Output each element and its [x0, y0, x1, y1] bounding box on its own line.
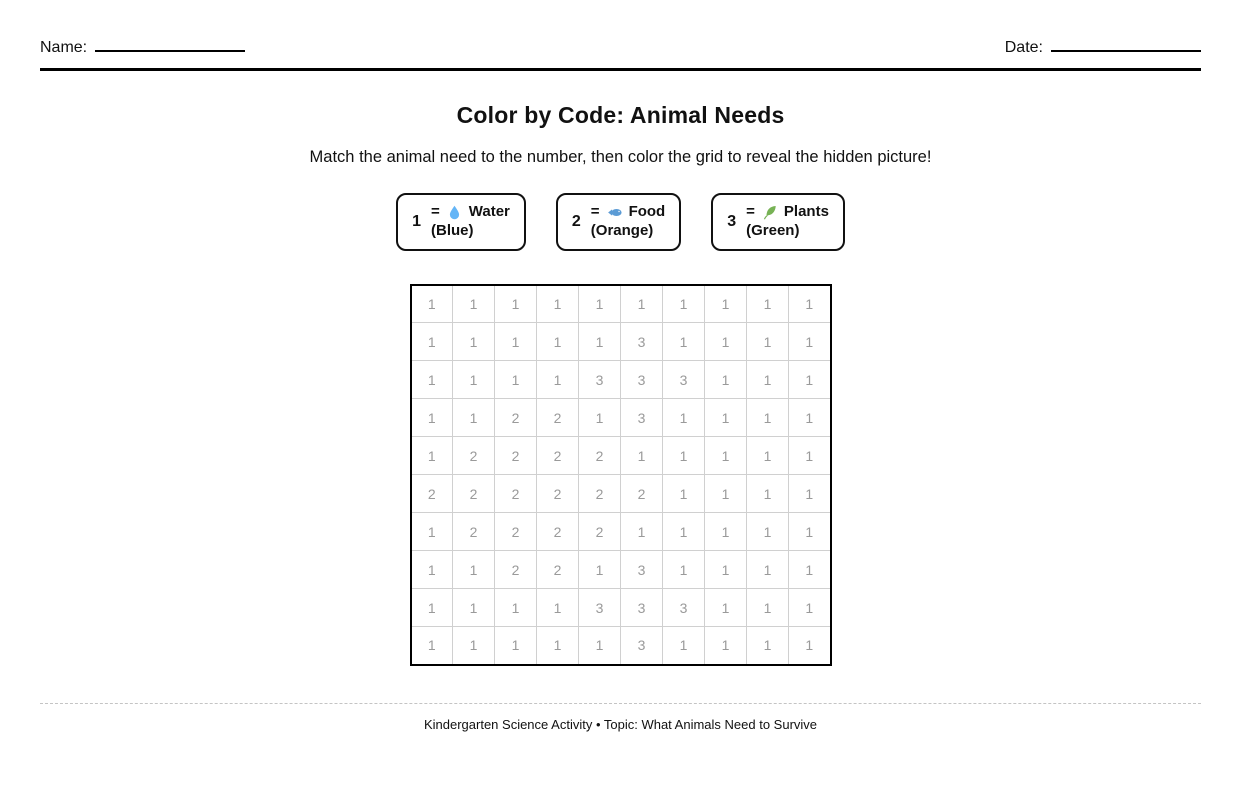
grid-cell: 3 — [621, 361, 663, 399]
grid-cell: 1 — [705, 437, 747, 475]
grid-cell: 1 — [663, 285, 705, 323]
grid-cell: 1 — [663, 323, 705, 361]
grid-cell: 1 — [747, 285, 789, 323]
code-grid-body — [411, 285, 831, 665]
grid-cell: 2 — [537, 551, 579, 589]
grid-cell: 1 — [579, 323, 621, 361]
grid-cell: 2 — [453, 437, 495, 475]
grid-cell: 1 — [705, 589, 747, 627]
grid-cell: 1 — [747, 551, 789, 589]
legend-number: 2 — [571, 212, 581, 230]
legend-color-word: (Green) — [746, 221, 800, 239]
grid-cell: 1 — [663, 551, 705, 589]
grid-cell: 1 — [747, 475, 789, 513]
date-field-group — [1005, 38, 1201, 57]
header-divider — [40, 68, 1201, 71]
equals-sign: = — [746, 203, 755, 220]
grid-cell: 1 — [495, 285, 537, 323]
grid-cell: 1 — [621, 437, 663, 475]
grid-cell: 1 — [663, 513, 705, 551]
grid-cell: 1 — [705, 399, 747, 437]
grid-cell: 1 — [495, 627, 537, 665]
grid-cell: 1 — [663, 437, 705, 475]
grid-cell: 1 — [453, 323, 495, 361]
grid-row — [411, 551, 831, 589]
grid-cell: 1 — [663, 475, 705, 513]
grid-cell: 1 — [411, 399, 453, 437]
grid-cell: 1 — [411, 589, 453, 627]
grid-cell: 1 — [789, 399, 831, 437]
grid-cell: 2 — [579, 513, 621, 551]
footer-text: Kindergarten Science Activity • Topic: What Animals Need to Survive — [423, 716, 818, 732]
grid-cell: 1 — [453, 551, 495, 589]
grid-cell: 2 — [495, 399, 537, 437]
grid-cell: 1 — [495, 323, 537, 361]
color-code-legend — [0, 193, 1241, 251]
grid-cell: 1 — [705, 361, 747, 399]
grid-cell: 3 — [621, 399, 663, 437]
grid-cell: 2 — [537, 399, 579, 437]
grid-cell: 1 — [663, 627, 705, 665]
grid-cell: 1 — [495, 361, 537, 399]
grid-cell: 1 — [411, 513, 453, 551]
name-label: Name: — [40, 39, 88, 56]
grid-cell: 2 — [537, 475, 579, 513]
grid-cell: 2 — [579, 437, 621, 475]
grid-cell: 1 — [537, 323, 579, 361]
legend-label: Plants — [783, 203, 829, 220]
grid-cell: 2 — [495, 551, 537, 589]
legend-number: 3 — [727, 212, 737, 230]
grid-cell: 2 — [495, 437, 537, 475]
grid-cell: 1 — [579, 551, 621, 589]
grid-cell: 1 — [453, 361, 495, 399]
grid-row — [411, 475, 831, 513]
grid-cell: 1 — [747, 513, 789, 551]
grid-container — [0, 284, 1241, 666]
grid-cell: 1 — [537, 627, 579, 665]
grid-cell: 1 — [579, 627, 621, 665]
grid-cell: 1 — [789, 437, 831, 475]
grid-row — [411, 361, 831, 399]
grid-cell: 3 — [621, 627, 663, 665]
legend-item-water — [396, 193, 526, 251]
grid-cell: 1 — [537, 285, 579, 323]
date-blank-line — [1051, 38, 1201, 52]
grid-row — [411, 399, 831, 437]
grid-cell: 2 — [453, 475, 495, 513]
grid-cell: 2 — [453, 513, 495, 551]
grid-cell: 2 — [537, 437, 579, 475]
droplet-icon — [446, 204, 463, 221]
grid-cell: 1 — [705, 627, 747, 665]
grid-cell: 1 — [747, 399, 789, 437]
grid-cell: 1 — [411, 627, 453, 665]
grid-cell: 3 — [621, 589, 663, 627]
grid-cell: 3 — [579, 361, 621, 399]
grid-cell: 2 — [621, 475, 663, 513]
grid-cell: 2 — [495, 475, 537, 513]
grid-cell: 1 — [705, 513, 747, 551]
grid-cell: 1 — [789, 589, 831, 627]
grid-cell: 1 — [537, 589, 579, 627]
grid-cell: 1 — [411, 323, 453, 361]
grid-cell: 2 — [579, 475, 621, 513]
grid-cell: 1 — [705, 323, 747, 361]
grid-cell: 1 — [789, 513, 831, 551]
grid-cell: 3 — [621, 551, 663, 589]
name-blank-line — [95, 38, 245, 52]
footer-divider — [40, 703, 1201, 704]
grid-cell: 1 — [705, 285, 747, 323]
grid-row — [411, 513, 831, 551]
grid-cell: 1 — [789, 285, 831, 323]
grid-cell: 1 — [453, 627, 495, 665]
legend-color-word: (Orange) — [590, 221, 654, 239]
grid-cell: 1 — [495, 589, 537, 627]
grid-cell: 1 — [789, 475, 831, 513]
grid-cell: 2 — [495, 513, 537, 551]
grid-row — [411, 627, 831, 665]
grid-row — [411, 323, 831, 361]
grid-cell: 1 — [411, 361, 453, 399]
name-field-group — [40, 38, 245, 57]
grid-cell: 1 — [789, 361, 831, 399]
grid-cell: 1 — [747, 323, 789, 361]
grid-cell: 1 — [411, 551, 453, 589]
grid-cell: 1 — [747, 627, 789, 665]
grid-cell: 1 — [705, 475, 747, 513]
grid-cell: 1 — [789, 323, 831, 361]
grid-cell: 1 — [789, 627, 831, 665]
equals-sign: = — [590, 203, 600, 220]
code-grid — [410, 284, 832, 666]
grid-cell: 1 — [453, 285, 495, 323]
grid-row — [411, 589, 831, 627]
grid-cell: 1 — [453, 589, 495, 627]
fish-icon — [606, 204, 623, 221]
header — [0, 0, 1241, 57]
grid-cell: 1 — [411, 437, 453, 475]
grid-cell: 1 — [537, 361, 579, 399]
grid-cell: 1 — [453, 399, 495, 437]
grid-cell: 2 — [537, 513, 579, 551]
grid-cell: 1 — [411, 285, 453, 323]
equals-sign: = — [431, 203, 440, 220]
grid-cell: 1 — [621, 513, 663, 551]
legend-color-word: (Blue) — [431, 221, 474, 239]
grid-cell: 1 — [579, 285, 621, 323]
grid-cell: 3 — [663, 361, 705, 399]
grid-cell: 2 — [411, 475, 453, 513]
grid-cell: 3 — [663, 589, 705, 627]
grid-cell: 1 — [621, 285, 663, 323]
page-title: Color by Code: Animal Needs — [456, 102, 785, 128]
date-label: Date: — [1004, 39, 1043, 56]
legend-item-plants — [711, 193, 845, 251]
grid-row — [411, 285, 831, 323]
grid-cell: 1 — [747, 437, 789, 475]
grid-cell: 1 — [705, 551, 747, 589]
grid-cell: 1 — [789, 551, 831, 589]
legend-number: 1 — [412, 212, 421, 230]
grid-cell: 1 — [747, 589, 789, 627]
grid-cell: 3 — [579, 589, 621, 627]
grid-cell: 1 — [579, 399, 621, 437]
legend-label: Water — [468, 203, 510, 220]
grid-cell: 1 — [663, 399, 705, 437]
legend-label: Food — [628, 203, 666, 220]
herb-icon — [761, 204, 778, 221]
legend-item-food — [556, 193, 681, 251]
instructions-text: Match the animal need to the number, then color the grid to reveal the hidden picture! — [309, 148, 932, 166]
grid-cell: 3 — [621, 323, 663, 361]
grid-cell: 1 — [747, 361, 789, 399]
grid-row — [411, 437, 831, 475]
